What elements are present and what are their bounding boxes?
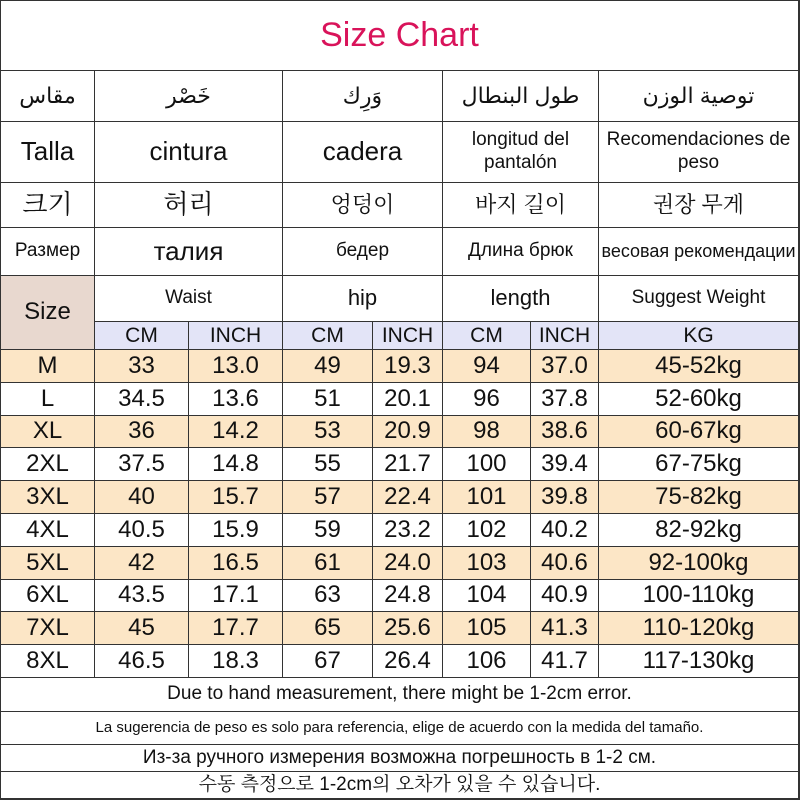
table-cell: 19.3	[373, 350, 443, 383]
lang-label-r3-c3: Длина брюк	[443, 228, 599, 276]
table-cell: 13.0	[189, 350, 283, 383]
lang-label-r2-c0: 크기	[1, 183, 95, 228]
table-cell: 16.5	[189, 547, 283, 580]
table-cell: 37.8	[531, 383, 599, 416]
table-cell: 20.9	[373, 416, 443, 448]
table-cell: 45	[95, 612, 189, 645]
table-cell: 63	[283, 580, 373, 612]
hip-header: hip	[283, 276, 443, 322]
table-cell: 42	[95, 547, 189, 580]
table-cell: 21.7	[373, 448, 443, 481]
table-cell: 38.6	[531, 416, 599, 448]
table-cell: 40.9	[531, 580, 599, 612]
table-cell: 40	[95, 481, 189, 514]
lang-label-r3-c0: Размер	[1, 228, 95, 276]
lang-label-r1-c4: Recomendaciones de peso	[599, 122, 799, 183]
table-cell: 117-130kg	[599, 645, 799, 678]
table-cell: 14.2	[189, 416, 283, 448]
footnote-2: Из-за ручного измерения возможна погрешность в 1-2 см.	[1, 745, 799, 772]
weight-header: Suggest Weight	[599, 276, 799, 322]
size-label: 6XL	[1, 580, 95, 612]
unit-header-6: KG	[599, 322, 799, 350]
lang-label-r0-c1: خَصْر	[95, 71, 283, 122]
table-cell: 25.6	[373, 612, 443, 645]
table-cell: 26.4	[373, 645, 443, 678]
lang-label-r2-c1: 허리	[95, 183, 283, 228]
table-cell: 100-110kg	[599, 580, 799, 612]
table-cell: 82-92kg	[599, 514, 799, 547]
table-cell: 101	[443, 481, 531, 514]
table-cell: 40.6	[531, 547, 599, 580]
size-label: 2XL	[1, 448, 95, 481]
table-cell: 23.2	[373, 514, 443, 547]
lang-label-r3-c4: весовая рекомендации	[599, 228, 799, 276]
table-cell: 14.8	[189, 448, 283, 481]
table-cell: 60-67kg	[599, 416, 799, 448]
chart-title: Size Chart	[1, 1, 799, 71]
table-cell: 17.7	[189, 612, 283, 645]
size-label: L	[1, 383, 95, 416]
size-label: 5XL	[1, 547, 95, 580]
lang-label-r0-c0: مقاس	[1, 71, 95, 122]
length-header: length	[443, 276, 599, 322]
lang-label-r3-c2: бедер	[283, 228, 443, 276]
table-cell: 75-82kg	[599, 481, 799, 514]
table-cell: 22.4	[373, 481, 443, 514]
table-cell: 41.7	[531, 645, 599, 678]
table-cell: 55	[283, 448, 373, 481]
unit-header-2: CM	[283, 322, 373, 350]
size-label: 3XL	[1, 481, 95, 514]
table-cell: 52-60kg	[599, 383, 799, 416]
lang-label-r0-c2: وَرِك	[283, 71, 443, 122]
unit-header-4: CM	[443, 322, 531, 350]
table-cell: 17.1	[189, 580, 283, 612]
table-cell: 37.5	[95, 448, 189, 481]
table-cell: 49	[283, 350, 373, 383]
table-cell: 18.3	[189, 645, 283, 678]
table-cell: 40.2	[531, 514, 599, 547]
size-label: 8XL	[1, 645, 95, 678]
table-cell: 20.1	[373, 383, 443, 416]
table-cell: 98	[443, 416, 531, 448]
table-cell: 46.5	[95, 645, 189, 678]
table-cell: 104	[443, 580, 531, 612]
table-cell: 103	[443, 547, 531, 580]
table-cell: 24.8	[373, 580, 443, 612]
table-cell: 61	[283, 547, 373, 580]
table-cell: 110-120kg	[599, 612, 799, 645]
table-cell: 65	[283, 612, 373, 645]
table-cell: 45-52kg	[599, 350, 799, 383]
waist-header: Waist	[95, 276, 283, 322]
footnote-0: Due to hand measurement, there might be 1-2cm error.	[1, 678, 799, 712]
size-label: 7XL	[1, 612, 95, 645]
table-cell: 13.6	[189, 383, 283, 416]
lang-label-r0-c3: طول البنطال	[443, 71, 599, 122]
size-label: 4XL	[1, 514, 95, 547]
table-cell: 15.9	[189, 514, 283, 547]
size-label: M	[1, 350, 95, 383]
table-cell: 51	[283, 383, 373, 416]
table-cell: 43.5	[95, 580, 189, 612]
table-cell: 100	[443, 448, 531, 481]
table-cell: 34.5	[95, 383, 189, 416]
table-cell: 102	[443, 514, 531, 547]
table-cell: 67	[283, 645, 373, 678]
unit-header-3: INCH	[373, 322, 443, 350]
table-cell: 67-75kg	[599, 448, 799, 481]
table-cell: 92-100kg	[599, 547, 799, 580]
lang-label-r1-c0: Talla	[1, 122, 95, 183]
lang-label-r1-c3: longitud del pantalón	[443, 122, 599, 183]
lang-label-r3-c1: талия	[95, 228, 283, 276]
lang-label-r2-c4: 권장 무게	[599, 183, 799, 228]
lang-label-r2-c2: 엉덩이	[283, 183, 443, 228]
table-cell: 94	[443, 350, 531, 383]
table-cell: 59	[283, 514, 373, 547]
table-cell: 15.7	[189, 481, 283, 514]
table-cell: 96	[443, 383, 531, 416]
table-cell: 39.8	[531, 481, 599, 514]
lang-label-r2-c3: 바지 길이	[443, 183, 599, 228]
table-cell: 53	[283, 416, 373, 448]
unit-header-5: INCH	[531, 322, 599, 350]
table-cell: 39.4	[531, 448, 599, 481]
table-cell: 105	[443, 612, 531, 645]
unit-header-1: INCH	[189, 322, 283, 350]
table-cell: 36	[95, 416, 189, 448]
footnote-1: La sugerencia de peso es solo para referencia, elige de acuerdo con la medida del tamaño.	[1, 712, 799, 745]
table-cell: 41.3	[531, 612, 599, 645]
table-cell: 40.5	[95, 514, 189, 547]
table-cell: 106	[443, 645, 531, 678]
table-cell: 57	[283, 481, 373, 514]
table-cell: 24.0	[373, 547, 443, 580]
unit-header-0: CM	[95, 322, 189, 350]
footnote-3: 수동 측정으로 1-2cm의 오차가 있을 수 있습니다.	[1, 772, 799, 799]
lang-label-r1-c1: cintura	[95, 122, 283, 183]
table-cell: 37.0	[531, 350, 599, 383]
table-cell: 33	[95, 350, 189, 383]
lang-label-r0-c4: توصية الوزن	[599, 71, 799, 122]
size-label: XL	[1, 416, 95, 448]
lang-label-r1-c2: cadera	[283, 122, 443, 183]
size-header: Size	[1, 276, 95, 350]
